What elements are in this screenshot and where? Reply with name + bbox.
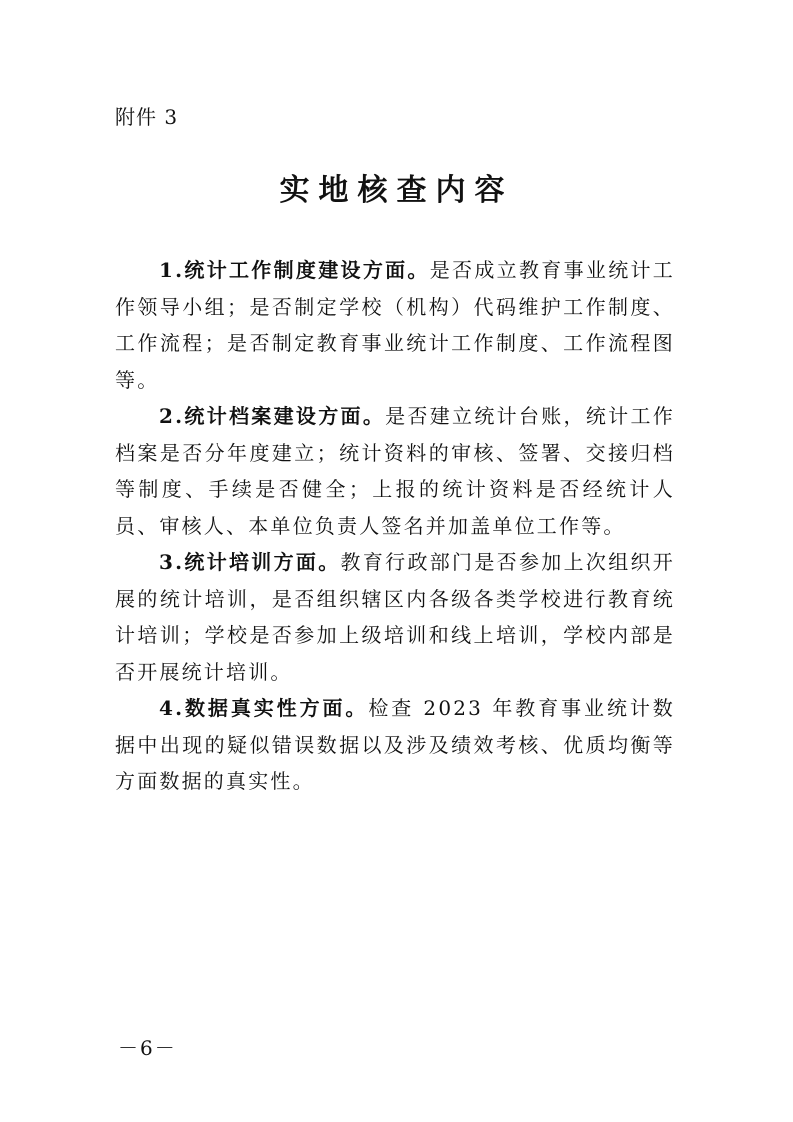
section-heading: 4.数据真实性方面。 — [159, 696, 369, 720]
document-body — [115, 252, 675, 800]
section-heading: 1.统计工作制度建设方面。 — [159, 258, 430, 282]
section-body: 检查 2023 年教育事业统计数据中出现的疑似错误数据以及涉及绩效考核、优质均衡等方面数据的真实性。 — [115, 696, 675, 793]
section-paragraph-4 — [115, 690, 675, 800]
section-heading: 3.统计培训方面。 — [159, 550, 341, 574]
section-paragraph-3 — [115, 544, 675, 690]
attachment-label: 附件 3 — [115, 105, 179, 129]
page-title: 实地核查内容 — [279, 173, 514, 208]
section-heading: 2.统计档案建设方面。 — [159, 404, 386, 428]
section-paragraph-2 — [115, 398, 675, 544]
page-number: －6－ — [118, 1036, 177, 1060]
section-body: 是否建立统计台账，统计工作档案是否分年度建立；统计资料的审核、签署、交接归档等制度、手续是否健全；上报的统计资料是否经统计人员、审核人、本单位负责人签名并加盖单位工作等。 — [115, 404, 675, 538]
section-paragraph-1 — [115, 252, 675, 398]
section-body: 是否成立教育事业统计工作领导小组；是否制定学校（机构）代码维护工作制度、工作流程；是否制定教育事业统计工作制度、工作流程图等。 — [115, 258, 676, 392]
section-body: 教育行政部门是否参加上次组织开展的统计培训，是否组织辖区内各级各类学校进行教育统计培训；学校是否参加上级培训和线上培训，学校内部是否开展统计培训。 — [115, 550, 676, 684]
